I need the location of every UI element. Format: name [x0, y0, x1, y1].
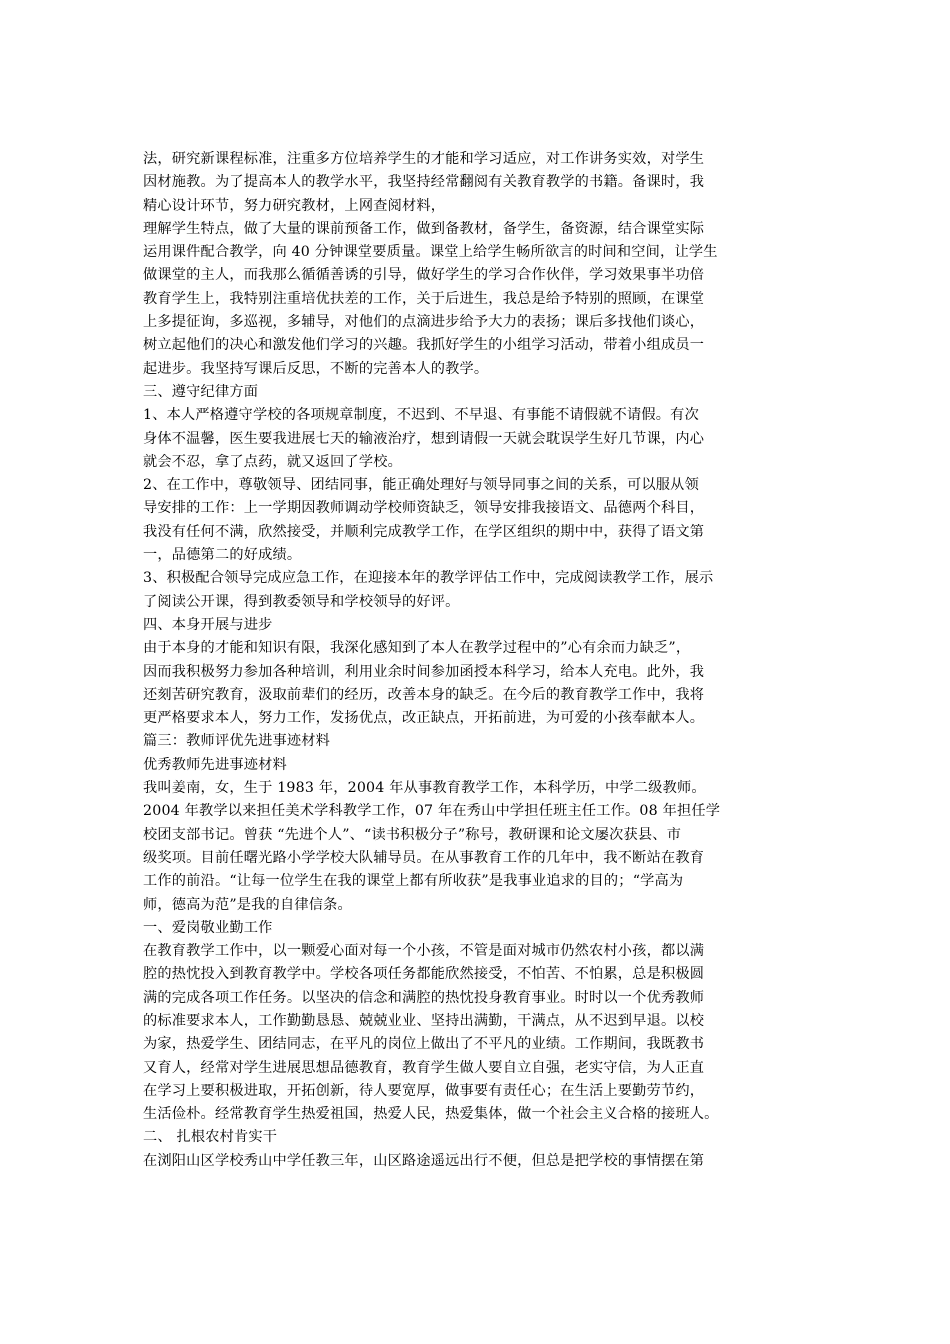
text-line: 因而我积极努力参加各种培训，利用业余时间参加函授本科学习，给本人充电。此外，我 [143, 663, 705, 680]
text-line: 优秀教师先进事迹材料 [143, 756, 287, 773]
text-line: 在浏阳山区学校秀山中学任教三年，山区路途遥远出行不便，但总是把学校的事情摆在第 [143, 1152, 705, 1169]
text-line: 级奖项。目前任曙光路小学学校大队辅导员。在从事教育工作的几年中，我不断站在教育 [143, 849, 705, 866]
text-line: 因材施教。为了提高本人的教学水平，我坚持经常翻阅有关教育教学的书籍。备课时，我 [143, 174, 705, 191]
text-line: 的标准要求本人，工作勤勤恳恳、兢兢业业、坚持出满勤，干满点，从不迟到早退。以校 [143, 1012, 705, 1029]
text-line: 还刻苦研究教育，汲取前辈们的经历，改善本身的缺乏。在今后的教育教学工作中，我将 [143, 686, 705, 703]
text-line: 身体不温馨，医生要我进展七天的输液治疗，想到请假一天就会耽误学生好几节课，内心 [143, 430, 705, 447]
text-line: 就会不忍，拿了点药，就又返回了学校。 [143, 453, 402, 470]
text-line: 了阅读公开课，得到教委领导和学校领导的好评。 [143, 593, 460, 610]
text-line: 腔的热忱投入到教育教学中。学校各项任务都能欣然接受，不怕苦、不怕累，总是积极圆 [143, 966, 705, 983]
text-line: 教育学生上，我特别注重培优扶差的工作，关于后进生，我总是给予特别的照顾，在课堂 [143, 290, 705, 307]
text-line: 师，德高为范”是我的自律信条。 [143, 896, 352, 913]
text-line: 二、 扎根农村肯实干 [143, 1129, 278, 1146]
text-line: 一、爱岗敬业勤工作 [143, 919, 273, 936]
text-line: 在学习上要积极进取，开拓创新，待人要宽厚，做事要有责任心；在生活上要勤劳节约， [143, 1082, 705, 1099]
text-line: 导安排的工作：上一学期因教师调动学校师资缺乏，领导安排我接语文、品德两个科目， [143, 500, 705, 517]
text-line: 生活俭朴。经常教育学生热爱祖国，热爱人民，热爱集体，做一个社会主义合格的接班人。 [143, 1106, 719, 1123]
text-line: 2004 年教学以来担任美术学科教学工作，07 年在秀山中学担任班主任工作。08 年担任学 [143, 803, 721, 820]
text-line: 2、在工作中，尊敬领导、团结同事，能正确处理好与领导同事之间的关系，可以服从领 [143, 477, 699, 494]
text-line: 在教育教学工作中，以一颗爱心面对每一个小孩，不管是面对城市仍然农村小孩，都以满 [143, 943, 705, 960]
text-line: 由于本身的才能和知识有限，我深化感知到了本人在教学过程中的”心有余而力缺乏”， [143, 640, 691, 657]
text-line: 满的完成各项工作任务。以坚决的信念和满腔的热忱投身教育事业。时时以一个优秀教师 [143, 989, 705, 1006]
text-line: 篇三：教师评优先进事迹材料 [143, 733, 331, 750]
text-line: 一，品德第二的好成绩。 [143, 547, 302, 564]
text-line: 3、积极配合领导完成应急工作，在迎接本年的教学评估工作中，完成阅读教学工作，展示 [143, 570, 714, 587]
text-line: 上多提征询，多巡视，多辅导，对他们的点滴进步给予大力的表扬；课后多找他们谈心， [143, 314, 705, 331]
text-line: 运用课件配合教学，向 40 分钟课堂要质量。课堂上给学生畅所欲言的时间和空间，让学生 [143, 244, 718, 261]
text-line: 我没有任何不满，欣然接受，并顺利完成教学工作，在学区组织的期中中，获得了语文第 [143, 523, 705, 540]
text-line: 做课堂的主人，而我那么循循善诱的引导，做好学生的学习合作伙伴，学习效果事半功倍 [143, 267, 705, 284]
text-line: 1、本人严格遵守学校的各项规章制度，不迟到、不早退、有事能不请假就不请假。有次 [143, 407, 699, 424]
text-line: 法，研究新课程标准，注重多方位培养学生的才能和学习适应，对工作讲务实效，对学生 [143, 151, 705, 167]
text-line: 树立起他们的决心和激发他们学习的兴趣。我抓好学生的小组学习活动，带着小组成员一 [143, 337, 705, 354]
text-line: 四、本身开展与进步 [143, 616, 273, 633]
text-line: 理解学生特点，做了大量的课前预备工作，做到备教材，备学生，备资源，结合课堂实际 [143, 220, 705, 237]
text-line: 起进步。我坚持写课后反思，不断的完善本人的教学。 [143, 360, 489, 377]
text-line: 我叫姜南，女，生于 1983 年，2004 年从事教育教学工作，本科学历，中学二级教师。 [143, 780, 706, 797]
text-line: 三、遵守纪律方面 [143, 383, 259, 400]
text-line: 又育人，经常对学生进展思想品德教育，教育学生做人要自立自强，老实守信，为人正直 [143, 1059, 705, 1076]
text-line: 校团支部书记。曾获 “先进个人”、“读书积极分子”称号，教研课和论文屡次获县、市 [143, 826, 682, 843]
text-line: 为家，热爱学生、团结同志，在平凡的岗位上做出了不平凡的业绩。工作期间，我既教书 [143, 1036, 705, 1053]
text-line: 精心设计环节，努力研究教材，上网查阅材料， [143, 197, 446, 214]
text-line: 更严格要求本人，努力工作，发扬优点，改正缺点，开拓前进，为可爱的小孩奉献本人。 [143, 710, 705, 727]
document-page [143, 148, 813, 1173]
text-line: 工作的前沿。“让每一位学生在我的课堂上都有所收获”是我事业追求的目的；“学高为 [143, 873, 684, 890]
